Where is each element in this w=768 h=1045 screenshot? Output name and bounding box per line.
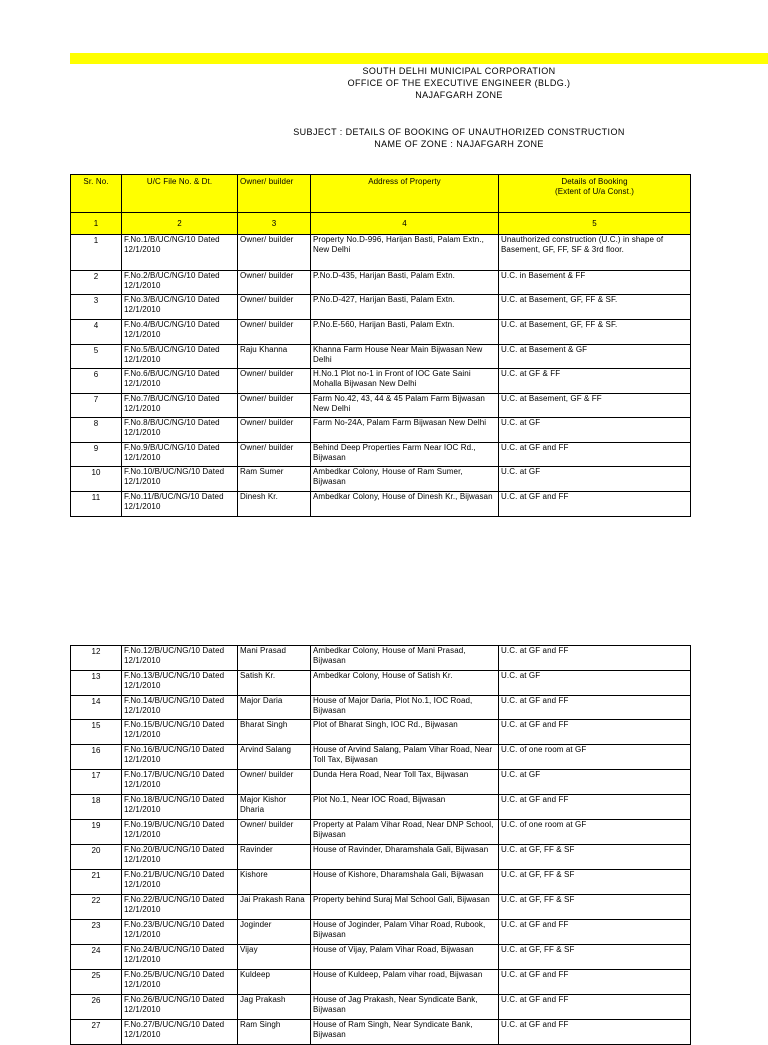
row-owner-cell: Kuldeep [238, 970, 311, 995]
row-details-cell: U.C. at GF and FF [499, 1020, 691, 1045]
row-address-cell: House of Vijay, Palam Vihar Road, Bijwasan [311, 945, 499, 970]
row-details-cell: U.C. at GF [499, 467, 691, 492]
row-details-cell: U.C. at GF, FF & SF [499, 945, 691, 970]
row-details-cell: U.C. at GF and FF [499, 920, 691, 945]
table-row [71, 492, 691, 517]
row-sr-cell: 16 [71, 745, 122, 770]
row-sr-cell: 20 [71, 845, 122, 870]
row-sr-cell: 8 [71, 418, 122, 443]
table-row [71, 895, 691, 920]
table-row [71, 795, 691, 820]
row-details-cell: Unauthorized construction (U.C.) in shape of Basement, GF, FF, SF & 3rd floor. [499, 235, 691, 271]
row-owner-cell: Dinesh Kr. [238, 492, 311, 517]
row-sr-cell: 10 [71, 467, 122, 492]
row-file-cell: F.No.22/B/UC/NG/10 Dated 12/1/2010 [122, 895, 238, 920]
row-details-cell: U.C. at GF & FF [499, 369, 691, 394]
table-row [71, 745, 691, 770]
row-address-cell: Property behind Suraj Mal School Gali, Bijwasan [311, 895, 499, 920]
row-details-cell: U.C. at GF and FF [499, 492, 691, 517]
row-sr-cell: 19 [71, 820, 122, 845]
column-number-row [71, 213, 691, 235]
row-sr-cell: 17 [71, 770, 122, 795]
row-address-cell: House of Arvind Salang, Palam Vihar Road, Near Toll Tax, Bijwasan [311, 745, 499, 770]
row-address-cell: Dunda Hera Road, Near Toll Tax, Bijwasan [311, 770, 499, 795]
table-row [71, 394, 691, 418]
col-header-owner: Owner/ builder [238, 175, 311, 213]
table-row [71, 271, 691, 295]
row-details-cell: U.C. at GF and FF [499, 795, 691, 820]
col-number: 5 [499, 213, 691, 235]
row-sr-cell: 27 [71, 1020, 122, 1045]
row-owner-cell: Owner/ builder [238, 418, 311, 443]
row-details-cell: U.C. at GF and FF [499, 995, 691, 1020]
row-sr-cell: 22 [71, 895, 122, 920]
row-file-cell: F.No.17/B/UC/NG/10 Dated 12/1/2010 [122, 770, 238, 795]
row-address-cell: P.No.E-560, Harijan Basti, Palam Extn. [311, 320, 499, 345]
col-header-details [499, 175, 691, 213]
col-number: 2 [122, 213, 238, 235]
row-address-cell: Plot of Bharat Singh, IOC Rd., Bijwasan [311, 720, 499, 745]
row-sr-cell: 1 [71, 235, 122, 271]
row-owner-cell: Vijay [238, 945, 311, 970]
table-row [71, 720, 691, 745]
table-row [71, 995, 691, 1020]
row-details-cell: U.C. at GF [499, 418, 691, 443]
row-owner-cell: Mani Prasad [238, 646, 311, 671]
row-owner-cell: Owner/ builder [238, 369, 311, 394]
row-address-cell: Property at Palam Vihar Road, Near DNP School, Bijwasan [311, 820, 499, 845]
row-address-cell: House of Ravinder, Dharamshala Gali, Bijwasan [311, 845, 499, 870]
row-file-cell: F.No.2/B/UC/NG/10 Dated 12/1/2010 [122, 271, 238, 295]
row-file-cell: F.No.26/B/UC/NG/10 Dated 12/1/2010 [122, 995, 238, 1020]
row-details-cell: U.C. at GF and FF [499, 970, 691, 995]
row-owner-cell: Owner/ builder [238, 820, 311, 845]
row-file-cell: F.No.15/B/UC/NG/10 Dated 12/1/2010 [122, 720, 238, 745]
table-row [71, 820, 691, 845]
row-file-cell: F.No.27/B/UC/NG/10 Dated 12/1/2010 [122, 1020, 238, 1045]
row-details-cell: U.C. at GF, FF & SF [499, 845, 691, 870]
row-details-cell: U.C. at GF [499, 671, 691, 696]
row-address-cell: Khanna Farm House Near Main Bijwasan New Delhi [311, 345, 499, 369]
table-row [71, 696, 691, 720]
row-address-cell: House of Kuldeep, Palam vihar road, Bijwasan [311, 970, 499, 995]
row-sr-cell: 13 [71, 671, 122, 696]
row-address-cell: Ambedkar Colony, House of Ram Sumer, Bijwasan [311, 467, 499, 492]
row-owner-cell: Owner/ builder [238, 235, 311, 271]
row-owner-cell: Jai Prakash Rana [238, 895, 311, 920]
zone-title: NAJAFGARH ZONE [415, 90, 503, 100]
row-owner-cell: Arvind Salang [238, 745, 311, 770]
col-header-file: U/C File No. & Dt. [122, 175, 238, 213]
row-owner-cell: Ram Singh [238, 1020, 311, 1045]
subject-line: SUBJECT : DETAILS OF BOOKING OF UNAUTHORIZED CONSTRUCTION [293, 127, 625, 137]
document-subject [200, 126, 718, 150]
row-file-cell: F.No.25/B/UC/NG/10 Dated 12/1/2010 [122, 970, 238, 995]
row-sr-cell: 5 [71, 345, 122, 369]
row-file-cell: F.No.3/B/UC/NG/10 Dated 12/1/2010 [122, 295, 238, 320]
row-address-cell: P.No.D-435, Harijan Basti, Palam Extn. [311, 271, 499, 295]
row-details-cell: U.C. at Basement, GF, FF & SF. [499, 295, 691, 320]
col-number: 3 [238, 213, 311, 235]
column-header-row [71, 175, 691, 213]
row-address-cell: House of Kishore, Dharamshala Gali, Bijwasan [311, 870, 499, 895]
table-row [71, 369, 691, 394]
row-sr-cell: 15 [71, 720, 122, 745]
row-owner-cell: Owner/ builder [238, 295, 311, 320]
table-row [71, 418, 691, 443]
table-row [71, 870, 691, 895]
row-sr-cell: 18 [71, 795, 122, 820]
row-owner-cell: Owner/ builder [238, 271, 311, 295]
booking-table-part-1 [70, 174, 691, 517]
table-row [71, 671, 691, 696]
row-address-cell: Property No.D-996, Harijan Basti, Palam Extn., New Delhi [311, 235, 499, 271]
row-details-cell: U.C. at GF and FF [499, 696, 691, 720]
table-row [71, 295, 691, 320]
row-address-cell: Plot No.1, Near IOC Road, Bijwasan [311, 795, 499, 820]
col-number: 4 [311, 213, 499, 235]
row-file-cell: F.No.24/B/UC/NG/10 Dated 12/1/2010 [122, 945, 238, 970]
table-row [71, 970, 691, 995]
table-row [71, 770, 691, 795]
row-owner-cell: Major Daria [238, 696, 311, 720]
row-details-cell: U.C. at GF and FF [499, 646, 691, 671]
row-file-cell: F.No.9/B/UC/NG/10 Dated 12/1/2010 [122, 443, 238, 467]
row-address-cell: Ambedkar Colony, House of Mani Prasad, Bijwasan [311, 646, 499, 671]
row-details-cell: U.C. in Basement & FF [499, 271, 691, 295]
yellow-header-bar [70, 53, 768, 64]
table-row [71, 467, 691, 492]
row-owner-cell: Ram Sumer [238, 467, 311, 492]
row-details-cell: U.C. at GF, FF & SF [499, 870, 691, 895]
row-owner-cell: Joginder [238, 920, 311, 945]
table-row [71, 235, 691, 271]
row-address-cell: House of Jag Prakash, Near Syndicate Bank, Bijwasan [311, 995, 499, 1020]
document-header [200, 65, 718, 101]
row-details-cell: U.C. at Basement & GF [499, 345, 691, 369]
row-owner-cell: Ravinder [238, 845, 311, 870]
row-owner-cell: Major Kishor Dharia [238, 795, 311, 820]
row-owner-cell: Bharat Singh [238, 720, 311, 745]
row-sr-cell: 23 [71, 920, 122, 945]
row-details-cell: U.C. of one room at GF [499, 745, 691, 770]
row-file-cell: F.No.8/B/UC/NG/10 Dated 12/1/2010 [122, 418, 238, 443]
row-file-cell: F.No.5/B/UC/NG/10 Dated 12/1/2010 [122, 345, 238, 369]
row-address-cell: H.No.1 Plot no-1 in Front of IOC Gate Saini Mohalla Bijwasan New Delhi [311, 369, 499, 394]
row-address-cell: House of Ram Singh, Near Syndicate Bank, Bijwasan [311, 1020, 499, 1045]
col-header-sr: Sr. No. [71, 175, 122, 213]
row-owner-cell: Kishore [238, 870, 311, 895]
row-address-cell: Ambedkar Colony, House of Satish Kr. [311, 671, 499, 696]
row-sr-cell: 4 [71, 320, 122, 345]
col-header-address: Address of Property [311, 175, 499, 213]
row-file-cell: F.No.23/B/UC/NG/10 Dated 12/1/2010 [122, 920, 238, 945]
row-file-cell: F.No.14/B/UC/NG/10 Dated 12/1/2010 [122, 696, 238, 720]
row-file-cell: F.No.4/B/UC/NG/10 Dated 12/1/2010 [122, 320, 238, 345]
table-row [71, 320, 691, 345]
row-file-cell: F.No.16/B/UC/NG/10 Dated 12/1/2010 [122, 745, 238, 770]
row-sr-cell: 9 [71, 443, 122, 467]
row-address-cell: House of Major Daria, Plot No.1, IOC Road, Bijwasan [311, 696, 499, 720]
row-details-cell: U.C. at GF, FF & SF [499, 895, 691, 920]
row-file-cell: F.No.18/B/UC/NG/10 Dated 12/1/2010 [122, 795, 238, 820]
row-details-cell: U.C. at GF and FF [499, 443, 691, 467]
row-sr-cell: 24 [71, 945, 122, 970]
row-file-cell: F.No.21/B/UC/NG/10 Dated 12/1/2010 [122, 870, 238, 895]
row-file-cell: F.No.6/B/UC/NG/10 Dated 12/1/2010 [122, 369, 238, 394]
row-address-cell: House of Joginder, Palam Vihar Road, Rubook, Bijwasan [311, 920, 499, 945]
row-details-cell: U.C. at GF and FF [499, 720, 691, 745]
booking-table-part-2 [70, 645, 691, 1045]
row-address-cell: P.No.D-427, Harijan Basti, Palam Extn. [311, 295, 499, 320]
row-details-cell: U.C. at Basement, GF, FF & SF. [499, 320, 691, 345]
row-file-cell: F.No.13/B/UC/NG/10 Dated 12/1/2010 [122, 671, 238, 696]
zone-name-line: NAME OF ZONE : NAJAFGARH ZONE [374, 139, 544, 149]
row-owner-cell: Jag Prakash [238, 995, 311, 1020]
row-sr-cell: 7 [71, 394, 122, 418]
row-details-cell: U.C. at Basement, GF & FF [499, 394, 691, 418]
row-owner-cell: Owner/ builder [238, 770, 311, 795]
col-number: 1 [71, 213, 122, 235]
table-row [71, 845, 691, 870]
row-file-cell: F.No.12/B/UC/NG/10 Dated 12/1/2010 [122, 646, 238, 671]
row-file-cell: F.No.7/B/UC/NG/10 Dated 12/1/2010 [122, 394, 238, 418]
row-file-cell: F.No.10/B/UC/NG/10 Dated 12/1/2010 [122, 467, 238, 492]
row-sr-cell: 11 [71, 492, 122, 517]
row-sr-cell: 6 [71, 369, 122, 394]
row-owner-cell: Owner/ builder [238, 394, 311, 418]
row-file-cell: F.No.20/B/UC/NG/10 Dated 12/1/2010 [122, 845, 238, 870]
row-sr-cell: 2 [71, 271, 122, 295]
office-name: OFFICE OF THE EXECUTIVE ENGINEER (BLDG.) [347, 78, 571, 88]
table-row [71, 920, 691, 945]
row-file-cell: F.No.11/B/UC/NG/10 Dated 12/1/2010 [122, 492, 238, 517]
row-sr-cell: 26 [71, 995, 122, 1020]
table-row [71, 1020, 691, 1045]
row-details-cell: U.C. of one room at GF [499, 820, 691, 845]
table-row [71, 945, 691, 970]
col-header-details-line2: (Extent of U/a Const.) [554, 186, 635, 196]
row-owner-cell: Owner/ builder [238, 320, 311, 345]
row-sr-cell: 12 [71, 646, 122, 671]
row-address-cell: Farm No-24A, Palam Farm Bijwasan New Delhi [311, 418, 499, 443]
row-sr-cell: 14 [71, 696, 122, 720]
row-owner-cell: Satish Kr. [238, 671, 311, 696]
org-name: SOUTH DELHI MUNICIPAL CORPORATION [362, 66, 556, 76]
row-address-cell: Behind Deep Properties Farm Near IOC Rd., Bijwasan [311, 443, 499, 467]
table-row [71, 443, 691, 467]
row-address-cell: Farm No.42, 43, 44 & 45 Palam Farm Bijwasan New Delhi [311, 394, 499, 418]
table-row [71, 345, 691, 369]
row-file-cell: F.No.19/B/UC/NG/10 Dated 12/1/2010 [122, 820, 238, 845]
col-header-details-line1: Details of Booking [561, 177, 628, 186]
row-owner-cell: Raju Khanna [238, 345, 311, 369]
row-sr-cell: 25 [71, 970, 122, 995]
row-owner-cell: Owner/ builder [238, 443, 311, 467]
row-sr-cell: 21 [71, 870, 122, 895]
row-address-cell: Ambedkar Colony, House of Dinesh Kr., Bijwasan [311, 492, 499, 517]
row-details-cell: U.C. at GF [499, 770, 691, 795]
row-file-cell: F.No.1/B/UC/NG/10 Dated 12/1/2010 [122, 235, 238, 271]
table-row [71, 646, 691, 671]
row-sr-cell: 3 [71, 295, 122, 320]
